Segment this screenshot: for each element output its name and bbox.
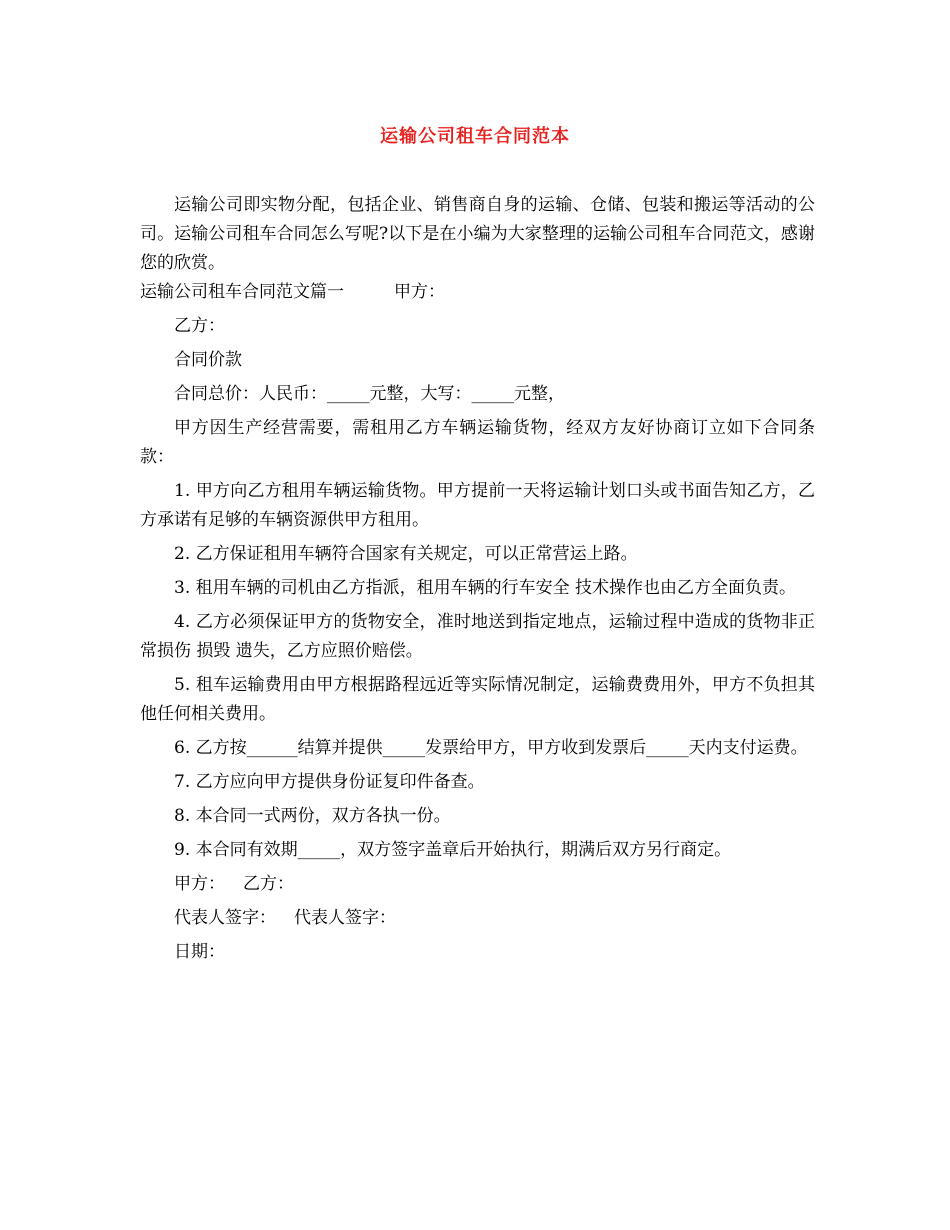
- section-heading-line: [140, 278, 815, 307]
- signature-reps-line: [140, 904, 815, 933]
- section-heading: 运输公司租车合同范文篇一: [140, 282, 344, 302]
- clause-7: 7. 乙方应向甲方提供身份证复印件备查。: [174, 772, 485, 792]
- clause-8: 8. 本合同一式两份，双方各执一份。: [174, 806, 451, 826]
- price-heading: 合同价款: [174, 350, 242, 370]
- sign-party-a: 甲方：: [174, 874, 225, 894]
- document-title: 运输公司租车合同范本: [380, 126, 570, 147]
- intro-paragraph: 运输公司即实物分配，包括企业、销售商自身的运输、仓储、包装和搬运等活动的公司。运输公司租车合同怎么写呢?以下是在小编为大家整理的运输公司租车合同范文，感谢您的欣赏。: [140, 195, 815, 273]
- preamble-paragraph: 甲方因生产经营需要，需租用乙方车辆运输货物，经双方友好协商订立如下合同条款：: [140, 418, 815, 467]
- party-a-label: 甲方：: [394, 282, 445, 302]
- clause-3: 3. 租用车辆的司机由乙方指派，租用车辆的行车安全 技术操作也由乙方全面负责。: [174, 578, 797, 598]
- document-body: [140, 191, 815, 967]
- signature-parties-line: [140, 870, 815, 899]
- sign-rep-a: 代表人签字：: [174, 908, 276, 928]
- price-line: 合同总价：人民币：_____元整，大写：_____元整，: [174, 384, 565, 404]
- clause-4: 4. 乙方必须保证甲方的货物安全，准时地送到指定地点，运输过程中造成的货物非正常损伤 损毁 遗失，乙方应照价赔偿。: [140, 612, 815, 661]
- clause-9: 9. 本合同有效期_____，双方签字盖章后开始执行，期满后双方另行商定。: [174, 840, 732, 860]
- clause-1: 1. 甲方向乙方租用车辆运输货物。甲方提前一天将运输计划口头或书面告知乙方，乙方承诺有足够的车辆资源供甲方租用。: [140, 481, 815, 530]
- sign-party-b: 乙方：: [243, 874, 294, 894]
- clause-6: 6. 乙方按______结算并提供_____发票给甲方，甲方收到发票后_____天内支付运费。: [174, 738, 808, 758]
- clause-2: 2. 乙方保证租用车辆符合国家有关规定，可以正常营运上路。: [174, 544, 638, 564]
- party-b-label: 乙方：: [174, 316, 225, 336]
- date-label: 日期：: [174, 942, 225, 962]
- clause-5: 5. 租车运输费用由甲方根据路程远近等实际情况制定，运输费费用外，甲方不负担其他任何相关费用。: [140, 675, 815, 724]
- sign-rep-b: 代表人签字：: [294, 908, 396, 928]
